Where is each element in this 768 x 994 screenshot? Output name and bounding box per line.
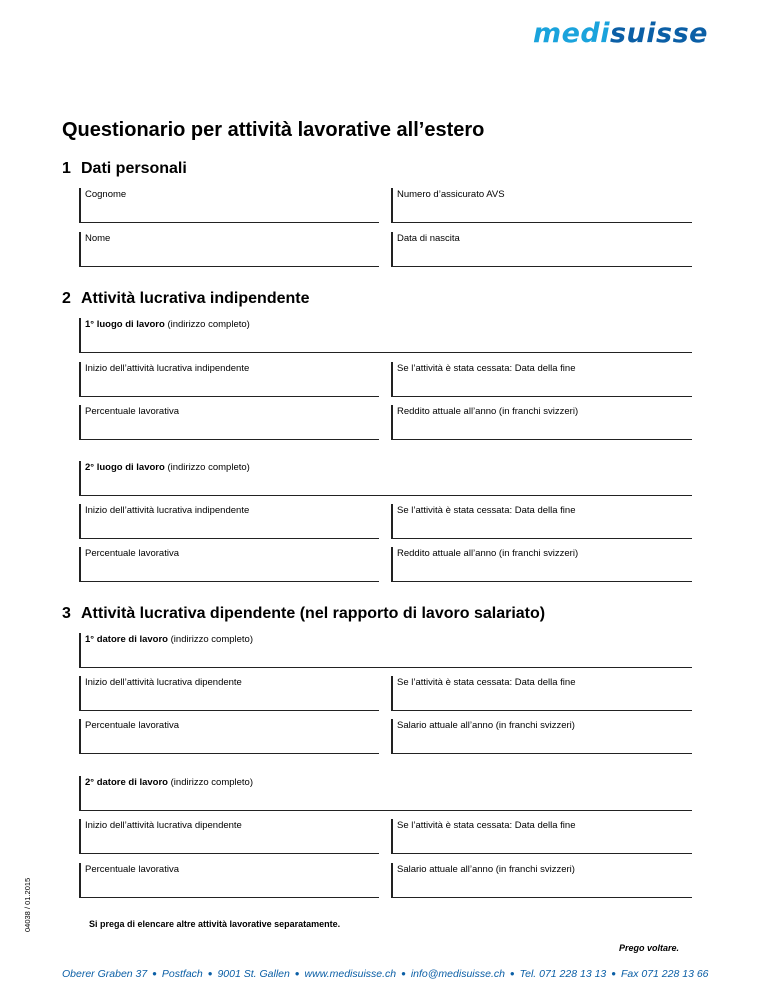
section-2-heading: 2 Attività lucrativa indipendente <box>62 290 310 307</box>
employer-2-start-input[interactable] <box>85 837 375 851</box>
employer-1-end-input[interactable] <box>397 694 688 708</box>
workplace-1-address-label: 1° luogo di lavoro (indirizzo completo) <box>85 319 250 330</box>
section-1-heading: 1 Dati personali <box>62 160 187 177</box>
workplace-2-income-input[interactable] <box>397 565 688 579</box>
workplace-1-start-label: Inizio dell’attività lucrativa indipendente <box>85 363 250 374</box>
workplace-2-percentage-field <box>79 547 379 582</box>
birthdate-field <box>391 232 692 267</box>
workplace-2-income-label: Reddito attuale all’anno (in franchi svizzeri) <box>397 548 579 559</box>
workplace-2-percentage-input[interactable] <box>85 565 375 579</box>
employer-2-start-field <box>79 819 379 854</box>
birthdate-label: Data di nascita <box>397 233 460 244</box>
employer-1-start-field <box>79 676 379 711</box>
employer-1-salary-field <box>391 719 692 754</box>
workplace-1-end-field <box>391 362 692 397</box>
workplace-2-address-label: 2° luogo di lavoro (indirizzo completo) <box>85 462 250 473</box>
footer-phone: Tel. 071 228 13 13 <box>519 968 607 980</box>
employer-2-address-input[interactable] <box>85 794 688 808</box>
employer-2-salary-label: Salario attuale all’anno (in franchi svizzeri) <box>397 864 575 875</box>
employer-2-address-label: 2° datore di lavoro (indirizzo completo) <box>85 777 253 788</box>
workplace-1-income-label: Reddito attuale all’anno (in franchi svizzeri) <box>397 406 579 417</box>
bullet-icon: ● <box>611 969 617 978</box>
employer-2-percentage-input[interactable] <box>85 881 375 895</box>
employer-2-end-label: Se l’attività è stata cessata: Data della fine <box>397 820 576 831</box>
employer-1-salary-label: Salario attuale all’anno (in franchi svizzeri) <box>397 720 575 731</box>
bullet-icon: ● <box>207 969 213 978</box>
workplace-2-start-field <box>79 504 379 539</box>
workplace-1-end-label: Se l’attività è stata cessata: Data della fine <box>397 363 576 374</box>
workplace-1-income-field <box>391 405 692 440</box>
employer-2-percentage-label: Percentuale lavorativa <box>85 864 179 875</box>
footer-email-link[interactable]: info@medisuisse.ch <box>410 968 505 980</box>
page-title: Questionario per attività lavorative all’estero <box>62 119 485 141</box>
footer-postbox: Postfach <box>161 968 203 980</box>
employer-1-percentage-input[interactable] <box>85 737 375 751</box>
medisuisse-logo: medisuisse <box>532 18 708 49</box>
footer-city: 9001 St. Gallen <box>217 968 290 980</box>
employer-2-salary-input[interactable] <box>397 881 688 895</box>
avs-number-label: Numero d’assicurato AVS <box>397 189 505 200</box>
workplace-2-end-field <box>391 504 692 539</box>
workplace-1-start-field <box>79 362 379 397</box>
workplace-2-start-input[interactable] <box>85 522 375 536</box>
employer-1-address-input[interactable] <box>85 651 688 665</box>
bullet-icon: ● <box>509 969 515 978</box>
workplace-2-start-label: Inizio dell’attività lucrativa indipendente <box>85 505 250 516</box>
employer-2-end-field <box>391 819 692 854</box>
workplace-1-address-input[interactable] <box>85 336 688 350</box>
turn-page-note: Prego voltare. <box>618 943 679 953</box>
employer-1-end-field <box>391 676 692 711</box>
employer-1-percentage-label: Percentuale lavorativa <box>85 720 179 731</box>
footer-contact <box>62 968 709 980</box>
workplace-1-end-input[interactable] <box>397 380 688 394</box>
workplace-2-address-input[interactable] <box>85 479 688 493</box>
bullet-icon: ● <box>401 969 406 978</box>
workplace-2-income-field <box>391 547 692 582</box>
workplace-1-percentage-label: Percentuale lavorativa <box>85 406 179 417</box>
section-3-heading: 3 Attività lucrativa dipendente (nel rapporto di lavoro salariato) <box>62 605 546 622</box>
employer-1-address-field <box>79 633 692 668</box>
workplace-1-percentage-field <box>79 405 379 440</box>
workplace-2-address-field <box>79 461 692 496</box>
workplace-1-percentage-input[interactable] <box>85 423 375 437</box>
employer-1-percentage-field <box>79 719 379 754</box>
cognome-field <box>79 188 379 223</box>
employer-1-address-label: 1° datore di lavoro (indirizzo completo) <box>85 634 253 645</box>
employer-2-percentage-field <box>79 863 379 898</box>
nome-label: Nome <box>85 233 111 244</box>
footer-address: Oberer Graben 37 <box>62 968 148 980</box>
workplace-2-end-label: Se l’attività è stata cessata: Data della fine <box>397 505 576 516</box>
employer-1-salary-input[interactable] <box>397 737 688 751</box>
employer-1-start-input[interactable] <box>85 694 375 708</box>
employer-1-start-label: Inizio dell’attività lucrativa dipendente <box>85 677 242 688</box>
employer-2-start-label: Inizio dell’attività lucrativa dipendente <box>85 820 242 831</box>
employer-2-address-field <box>79 776 692 811</box>
workplace-1-address-field <box>79 318 692 353</box>
document-code: 04038 / 01.2015 <box>23 877 32 932</box>
avs-number-input[interactable] <box>397 206 688 220</box>
workplace-2-percentage-label: Percentuale lavorativa <box>85 548 179 559</box>
nome-field <box>79 232 379 267</box>
employer-2-end-input[interactable] <box>397 837 688 851</box>
birthdate-input[interactable] <box>397 250 688 264</box>
avs-number-field <box>391 188 692 223</box>
employer-2-salary-field <box>391 863 692 898</box>
workplace-1-start-input[interactable] <box>85 380 375 394</box>
separate-activities-note: Si prega di elencare altre attività lavorative separatamente. <box>89 919 341 929</box>
workplace-2-end-input[interactable] <box>397 522 688 536</box>
cognome-input[interactable] <box>85 206 375 220</box>
bullet-icon: ● <box>294 969 300 978</box>
footer-website-link[interactable]: www.medisuisse.ch <box>304 968 397 980</box>
workplace-1-income-input[interactable] <box>397 423 688 437</box>
nome-input[interactable] <box>85 250 375 264</box>
cognome-label: Cognome <box>85 189 127 200</box>
bullet-icon: ● <box>152 969 157 978</box>
footer-fax: Fax 071 228 13 66 <box>620 968 709 980</box>
employer-1-end-label: Se l’attività è stata cessata: Data della fine <box>397 677 576 688</box>
